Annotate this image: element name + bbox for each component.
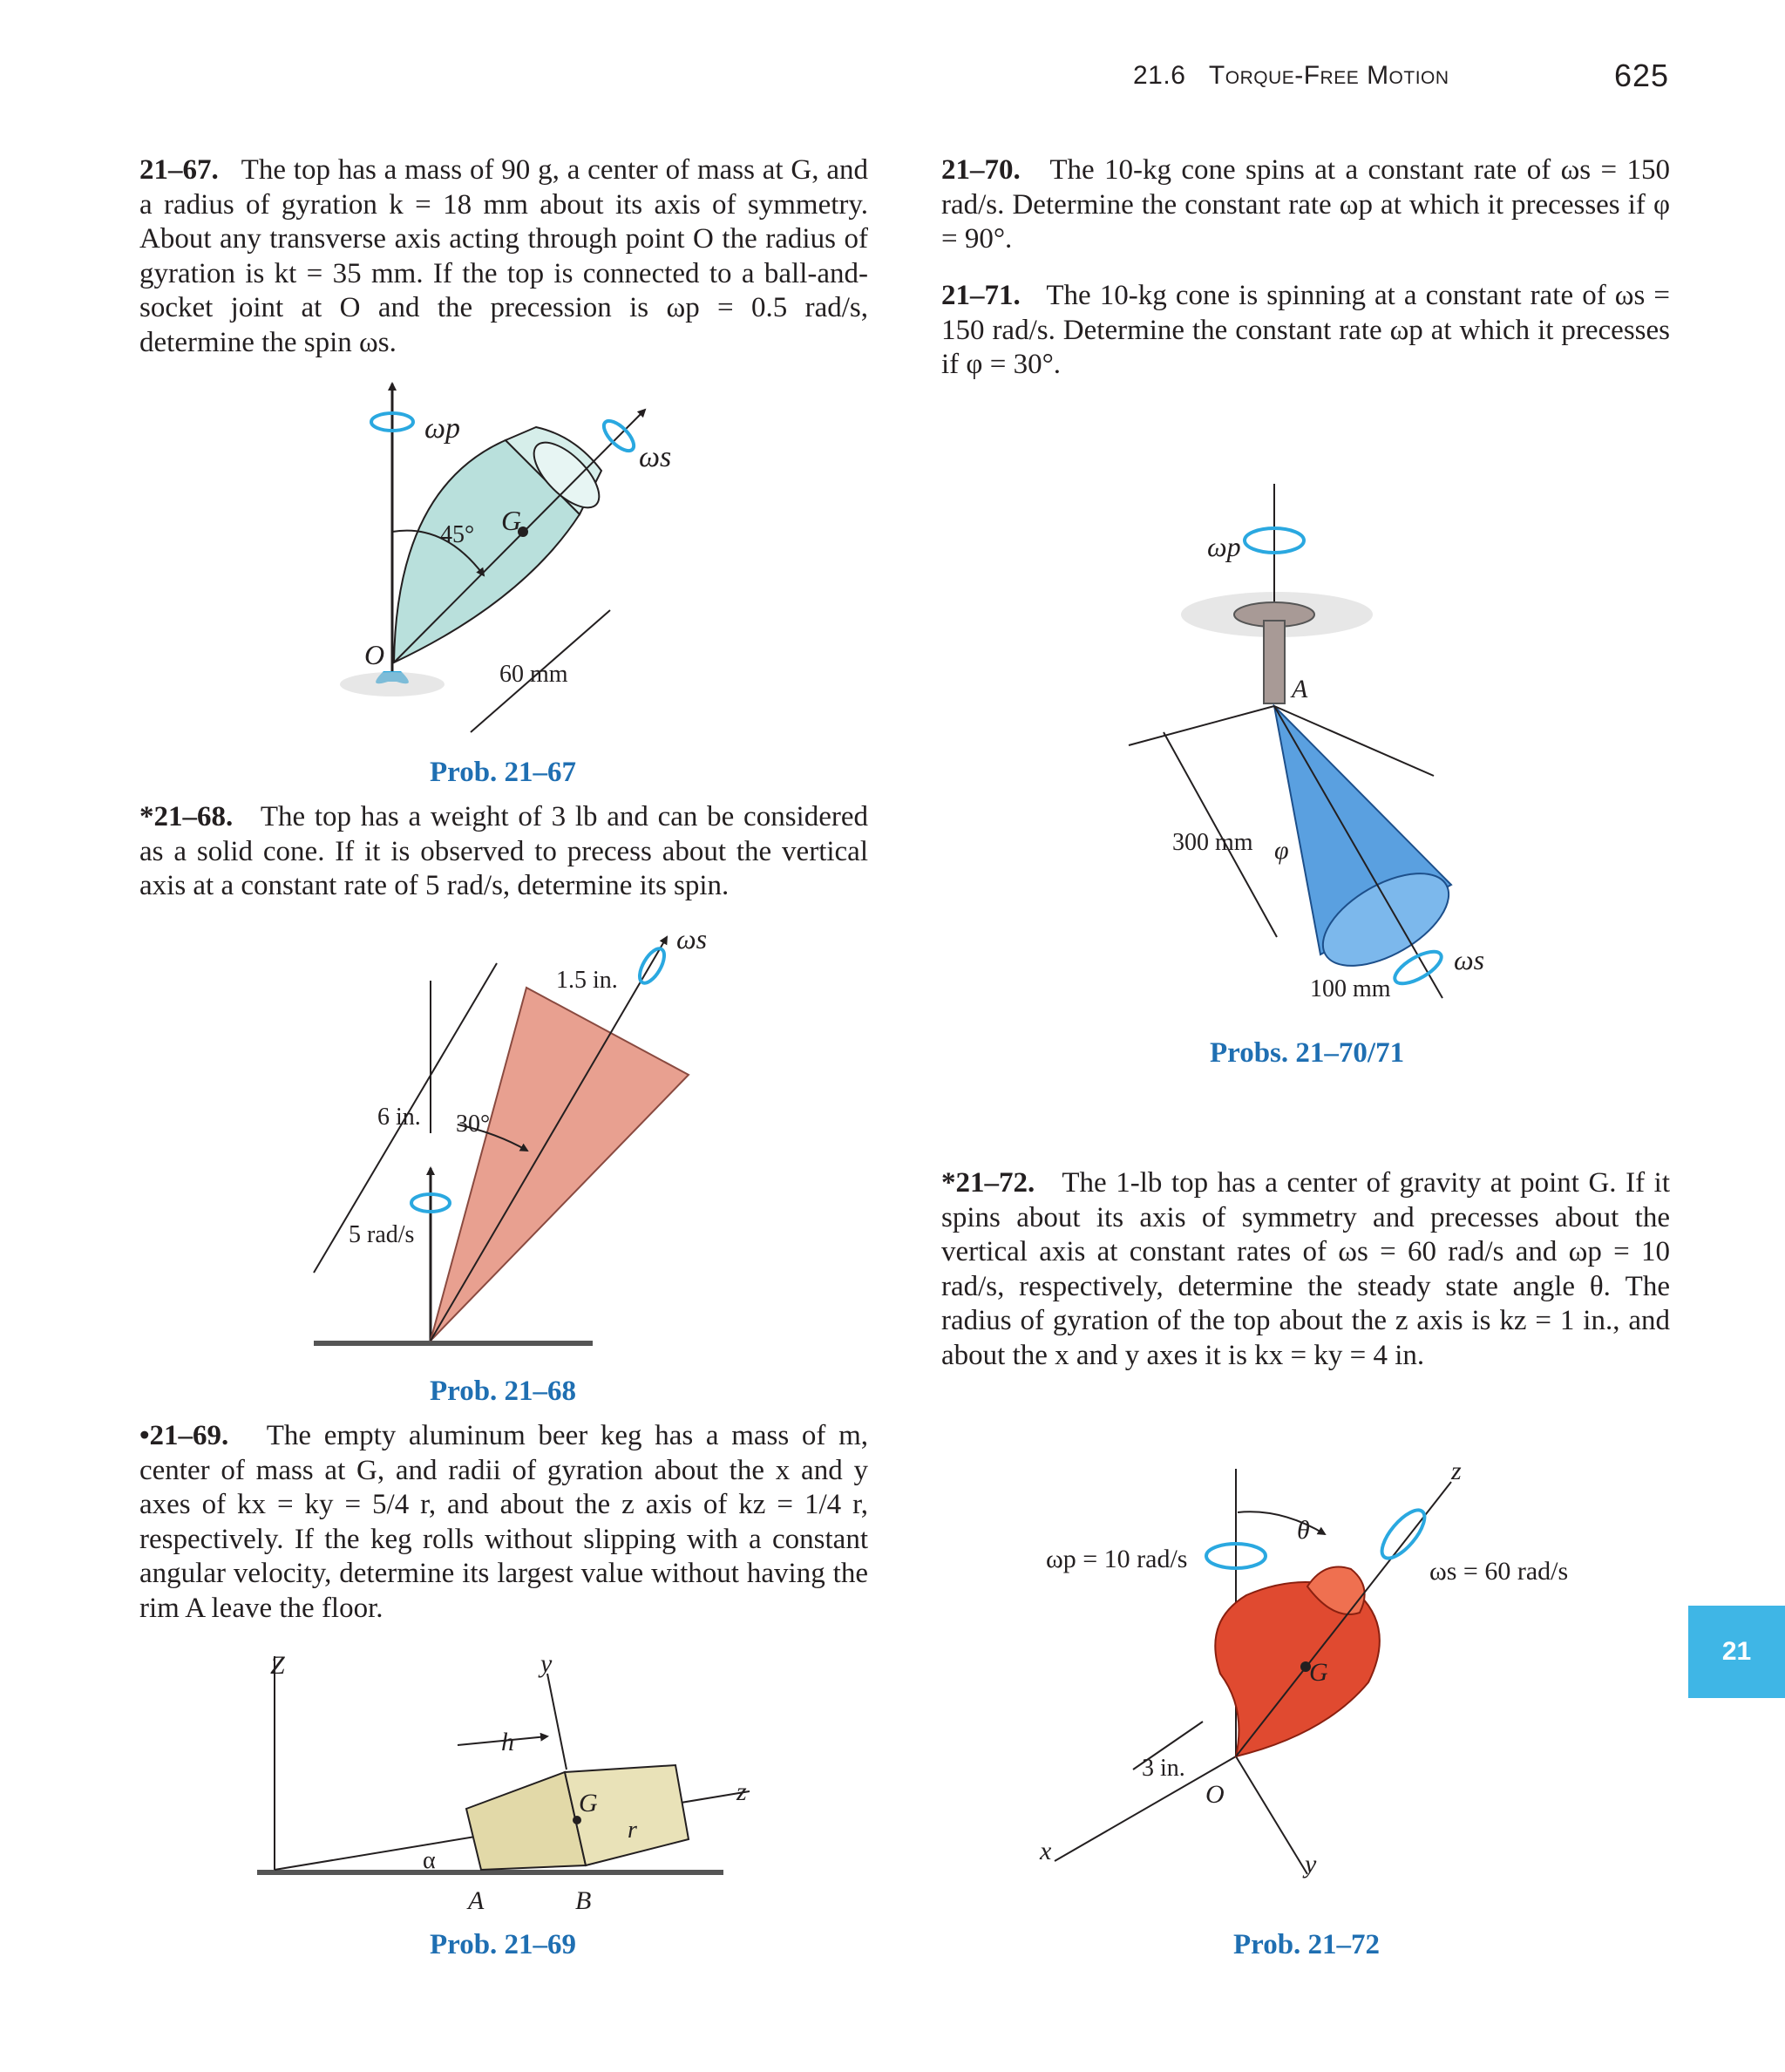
h-label: h bbox=[501, 1728, 514, 1756]
figure-21-67 bbox=[340, 384, 671, 732]
problem-number: 21–71. bbox=[941, 280, 1021, 311]
omega-s-label: ωs = 60 rad/s bbox=[1429, 1557, 1569, 1586]
problem-text: The top has a weight of 3 lb and can be considered as a solid cone. If it is observed to precess about the vertical axis at a constant rate of 5 rad/s, determine its spin. bbox=[139, 801, 868, 902]
horizontal-ref bbox=[1129, 706, 1274, 745]
o-label: O bbox=[1205, 1780, 1225, 1809]
chapter-tab: 21 bbox=[1688, 1606, 1785, 1698]
length-dimension-label: 6 in. bbox=[377, 1104, 421, 1131]
figure-21-70-71 bbox=[1129, 484, 1484, 1002]
angle-label: 30° bbox=[456, 1111, 491, 1138]
caption-21-69: Prob. 21–69 bbox=[430, 1929, 577, 1960]
g-label: G bbox=[501, 505, 522, 536]
caption-21-67: Prob. 21–67 bbox=[430, 757, 577, 788]
section-title: Torque-Free Motion bbox=[1208, 61, 1449, 90]
g-label: G bbox=[579, 1789, 598, 1817]
caption-21-68: Prob. 21–68 bbox=[430, 1376, 577, 1407]
floor-shadow bbox=[340, 672, 445, 696]
caption-21-70-71: Probs. 21–70/71 bbox=[1210, 1037, 1405, 1069]
figure-21-72 bbox=[1039, 1457, 1568, 1878]
ground bbox=[314, 1341, 593, 1346]
diameter-dimension-label: 100 mm bbox=[1310, 975, 1391, 1002]
problem-text: The empty aluminum beer keg has a mass of m, center of mass at G, and radii of gyration about the x and y axes of kx = ky = 5/4 r, and about the z axis of kz = 1/4 r, respectively. If the keg rolls without slipping with a constant angular velocity, determine its largest value without having the rim A leave the floor. bbox=[139, 1420, 868, 1624]
theta-label: θ bbox=[1297, 1516, 1310, 1545]
figure-21-68 bbox=[314, 923, 707, 1346]
problem-number: *21–68. bbox=[139, 801, 234, 832]
r-label: r bbox=[628, 1817, 637, 1844]
page-number: 625 bbox=[1614, 58, 1670, 93]
phi-label: φ bbox=[1274, 836, 1289, 865]
problem-number: 21–70. bbox=[941, 154, 1021, 186]
problem-number: 21–67. bbox=[139, 154, 219, 186]
support-stem bbox=[1264, 621, 1285, 703]
spin-arrow-icon bbox=[635, 945, 669, 987]
omega-s-label: ωs bbox=[1454, 944, 1485, 975]
theta-arc bbox=[1238, 1512, 1325, 1534]
angle-label: 45° bbox=[440, 521, 475, 548]
b-label: B bbox=[575, 1886, 592, 1915]
omega-s-label: ωs bbox=[676, 923, 708, 954]
z-label: z bbox=[1451, 1457, 1462, 1485]
floor bbox=[257, 1870, 723, 1875]
omega-p-label: ωp = 10 rad/s bbox=[1046, 1545, 1188, 1573]
z-label: z bbox=[736, 1777, 747, 1806]
solid-cone bbox=[431, 988, 689, 1341]
length-dimension-label: 300 mm bbox=[1172, 829, 1253, 856]
omega-p-label: ωp bbox=[424, 412, 461, 445]
rate-label: 5 rad/s bbox=[349, 1221, 415, 1248]
top-dimension-label: 1.5 in. bbox=[556, 967, 618, 994]
problem-text: The 1-lb top has a center of gravity at point G. If it spins about its axis of symmetry and precesses about the vertical axis at constant rates of ωs = 60 rad/s and ωp = 10 rad/s, respectively, determine the steady state angle θ. The radius of gyration of the top about the z axis is kz = 1 in., and about the x and y axes it is kx = ky = 4 in. bbox=[941, 1167, 1670, 1371]
dimension-label: 3 in. bbox=[1142, 1755, 1185, 1782]
dimension-label: 60 mm bbox=[499, 661, 568, 688]
spin-axis bbox=[431, 937, 667, 1341]
problem-text: The 10-kg cone spins at a constant rate of ωs = 150 rad/s. Determine the constant rate ωp at which it precesses if φ = 90°. bbox=[941, 154, 1671, 255]
omega-s-label: ωs bbox=[639, 441, 672, 473]
y-axis bbox=[547, 1674, 567, 1770]
problem-text: The 10-kg cone is spinning at a constant rate of ωs = 150 rad/s. Determine the constant rate ωp at which it precesses if φ = 30°. bbox=[941, 280, 1671, 381]
x-label: x bbox=[1040, 1837, 1052, 1865]
problem-text: The top has a mass of 90 g, a center of mass at G, and a radius of gyration k = 18 mm about its axis of symmetry. About any transverse axis acting through point O the radius of gyration is kt = 35 mm. If the top is connected to a ball-and-socket joint at O and the precession is ωp = 0.5 rad/s, determine the spin ωs. bbox=[139, 154, 868, 358]
z-fixed-label: Z bbox=[270, 1651, 285, 1680]
y-label: y bbox=[1305, 1850, 1317, 1878]
g-label: G bbox=[1309, 1658, 1328, 1687]
problem-number: •21–69. bbox=[139, 1420, 229, 1451]
a-label: A bbox=[468, 1886, 485, 1915]
figure-21-69 bbox=[257, 1649, 750, 1915]
spin-arrow-icon bbox=[1374, 1504, 1431, 1565]
alpha-label: α bbox=[423, 1847, 436, 1874]
y-label: y bbox=[540, 1649, 553, 1678]
a-label: A bbox=[1292, 675, 1308, 703]
problem-number: *21–72. bbox=[941, 1167, 1035, 1199]
section-number: 21.6 bbox=[1133, 61, 1186, 90]
caption-21-72: Prob. 21–72 bbox=[1233, 1929, 1381, 1960]
omega-p-label: ωp bbox=[1207, 531, 1241, 562]
o-label: O bbox=[364, 639, 385, 670]
y-axis bbox=[1236, 1756, 1307, 1874]
